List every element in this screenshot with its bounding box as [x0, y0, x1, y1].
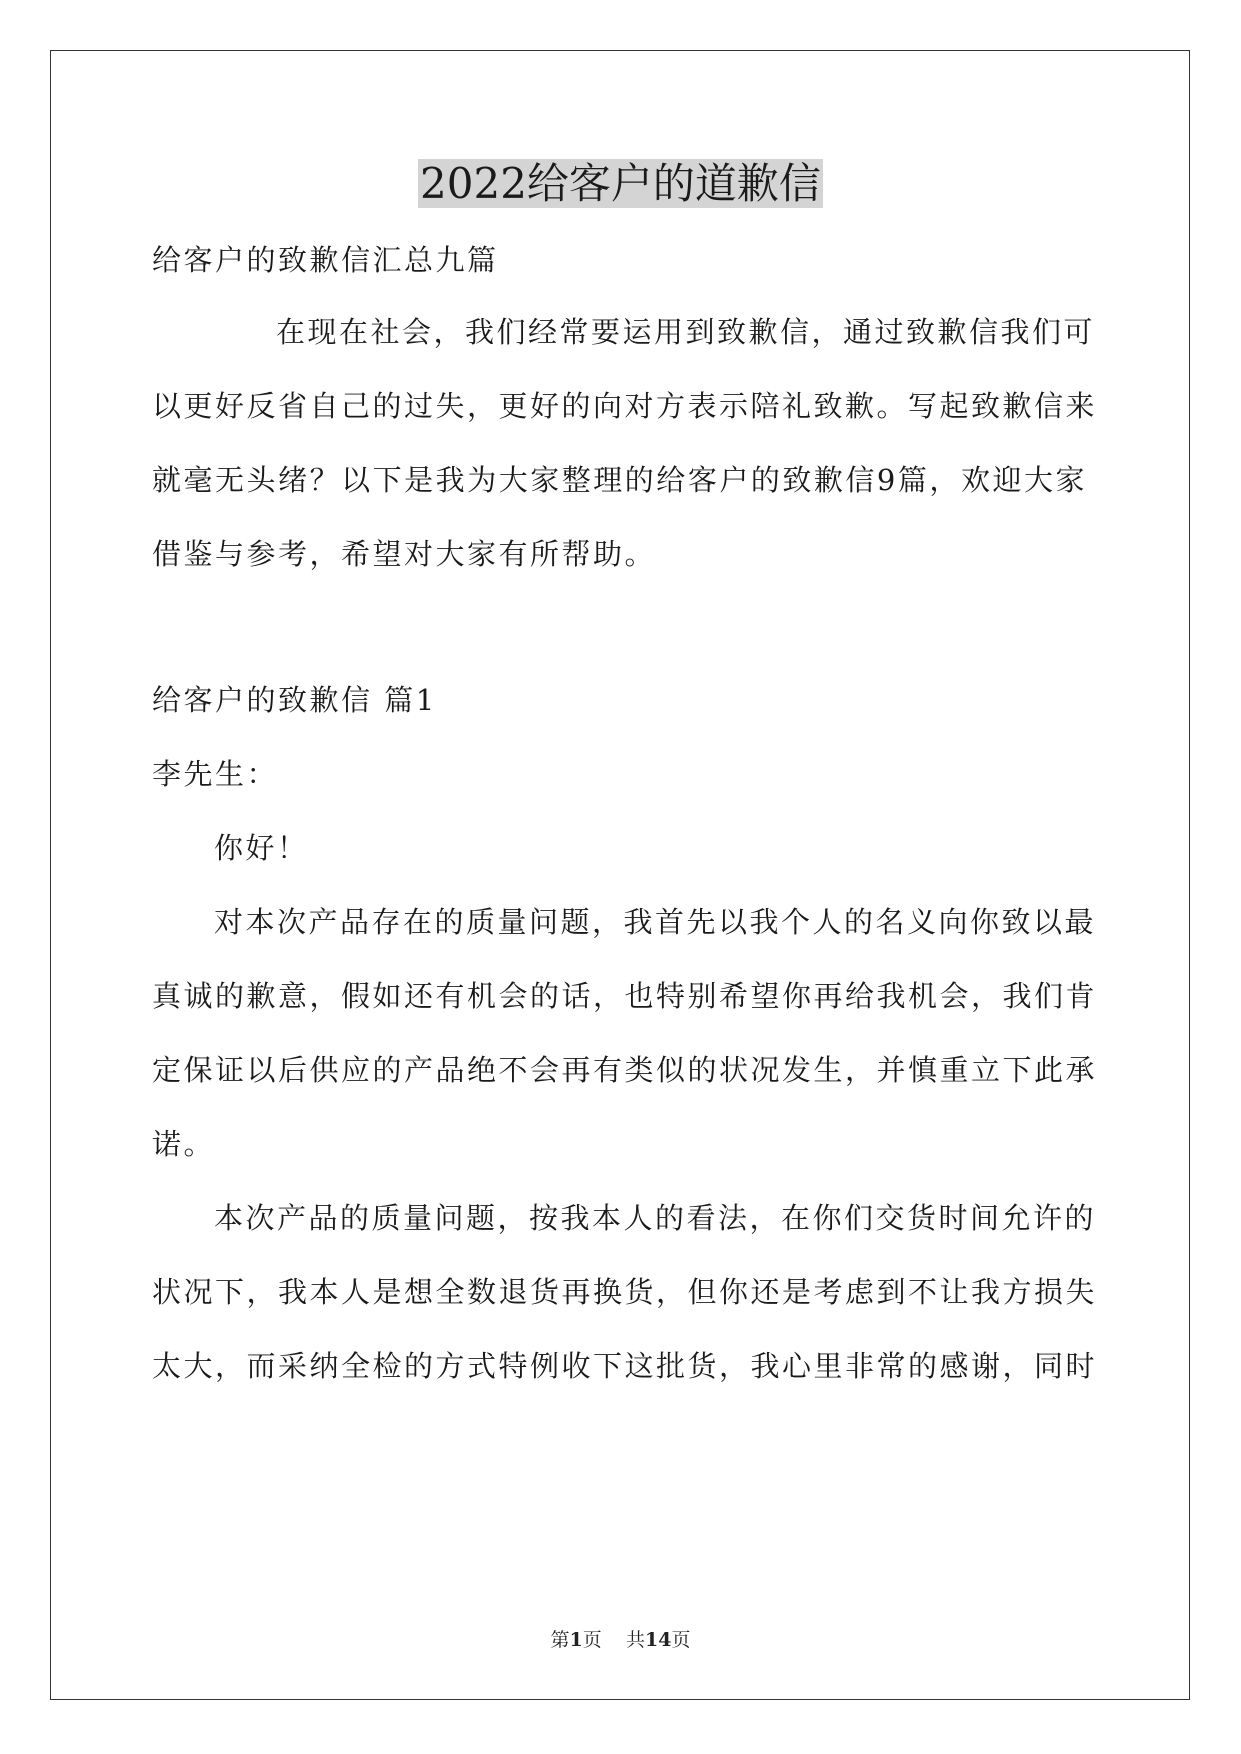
paragraph2-line-2: 状况下，我本人是想全数退货再换货，但你还是考虑到不让我方损失: [152, 1275, 1098, 1309]
salutation: 李先生：: [152, 757, 279, 791]
footer-total-pages: 14: [644, 1629, 672, 1651]
paragraph1-line-1: 对本次产品存在的质量问题，我首先以我个人的名义向你致以最: [214, 905, 1097, 939]
paragraph2-line-3: 太大，而采纳全检的方式特例收下这批货，我心里非常的感谢，同时: [152, 1349, 1098, 1383]
intro-line-1: 在现在社会，我们经常要运用到致歉信，通过致歉信我们可: [276, 315, 1096, 349]
intro-line-4: 借鉴与参考，希望对大家有所帮助。: [152, 537, 657, 571]
greeting: 你好！: [214, 831, 309, 865]
intro-line-2: 以更好反省自己的过失，更好的向对方表示陪礼致歉。写起致歉信来: [152, 389, 1098, 423]
footer-prefix: 第: [550, 1629, 570, 1651]
paragraph1-line-4: 诺。: [152, 1127, 216, 1161]
footer-page-suffix: 页: [582, 1629, 602, 1651]
section-heading: 给客户的致歉信 篇1: [152, 683, 437, 717]
footer-current-page: 1: [569, 1629, 583, 1651]
paragraph1-line-3: 定保证以后供应的产品绝不会再有类似的状况发生，并慎重立下此承: [152, 1053, 1098, 1087]
footer-total-suffix: 页: [671, 1629, 691, 1651]
document-title: [0, 158, 1241, 210]
page-border: [50, 50, 1190, 1700]
document-title-text: 2022给客户的道歉信: [420, 159, 821, 208]
footer-total-prefix: 共: [625, 1629, 645, 1651]
page-footer: [0, 1628, 1241, 1652]
paragraph1-line-2: 真诚的歉意，假如还有机会的话，也特别希望你再给我机会，我们肯: [152, 979, 1098, 1013]
document-subtitle: 给客户的致歉信汇总九篇: [152, 243, 499, 277]
intro-line-3: 就毫无头绪？以下是我为大家整理的给客户的致歉信9篇，欢迎大家: [152, 463, 1087, 497]
paragraph2-line-1: 本次产品的质量问题，按我本人的看法，在你们交货时间允许的: [214, 1201, 1097, 1235]
